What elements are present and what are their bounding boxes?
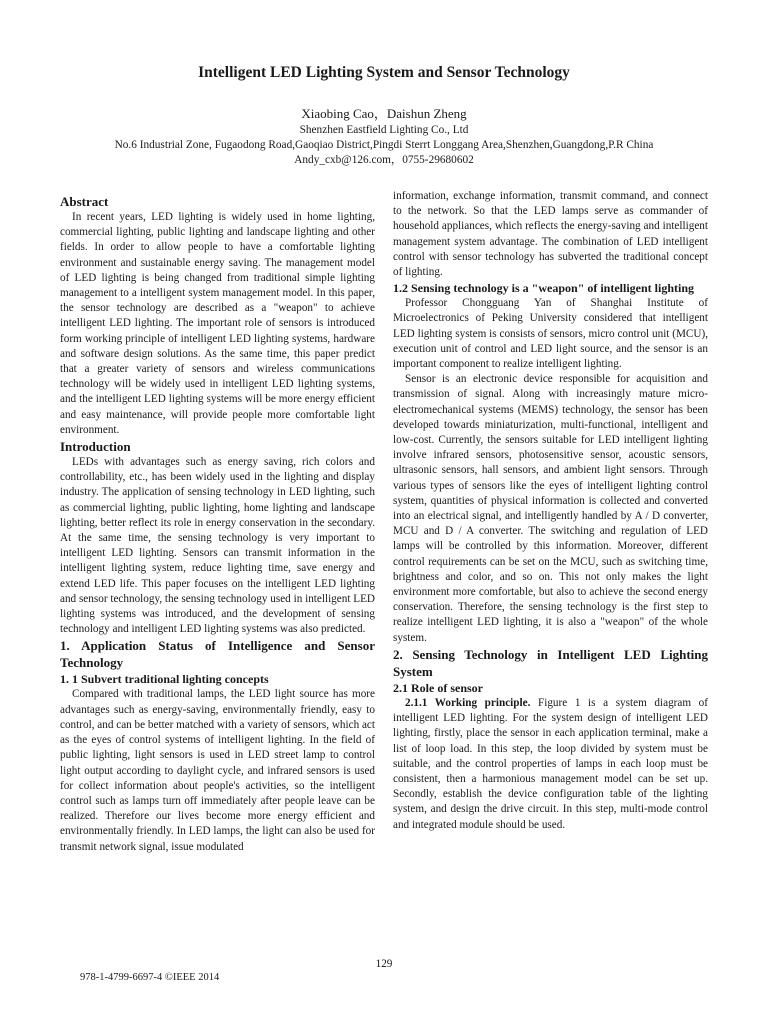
section-2-heading: 2. Sensing Technology in Intelligent LED Lighting System: [393, 646, 708, 679]
section-1-1-heading: 1. 1 Subvert traditional lighting concepts: [60, 672, 269, 687]
abstract-text: In recent years, LED lighting is widely used in home lighting, commercial lighting, public lighting and landscape lighting and other fields. In order to allow people to have a comfortable lighting environment and sustainable energy saving. The management model of LED lighting is being changed from traditional simple lighting management to a intelligent system management model. In this paper, the sensor technology are described as a "weapon" to achieve intelligent LED lighting. The important role of sensors is introduced form working principle of intelligent LED lighting systems, hardware and software design solutions. As the same time, this paper predict that a greater variety of sensors and wireless communications technology will be widely used in intelligent LED lighting systems, and the intelligent LED lighting systems will be more energy efficient and easy maintenance, will provide people more comfortable light environment.: [60, 211, 375, 436]
section-2-1-1-label: 2.1.1 Working principle.: [405, 696, 531, 709]
section-1-heading: 1. Application Status of Intelligence and Sensor Technology: [60, 638, 375, 671]
abstract-heading: Abstract: [60, 194, 109, 209]
section-2-1-heading: 2.1 Role of sensor: [393, 680, 483, 695]
section-1-1-text: Compared with traditional lamps, the LED light source has more advantages such as energy-saving, environmentally friendly, easy to control, and can be better matched with a variety of sensors, which act as the eyes of control systems of intelligent lighting. In the field of public lighting, light sensors is used in LED street lamp to control light output according to daylight cycle, and infrared sensors is used for collect information about people's activities, so the intelligent control such as lamps turn off immediately after people leave can be realized. Therefore our lives become more energy efficient and environmentally friendly. In LED lamps, the light can also be used for transmit network signal, issue modulated: [60, 688, 375, 853]
right-column: [393, 189, 708, 833]
section-2-1-1-text: Figure 1 is a system diagram of intelligent LED lighting. For the system design of intelligent LED lighting, firstly, place the sensor in each application terminal, make a list of loop load. In this step, the loop divided by system must be suitable, and the control properties of lamps in each loop must be consistent, then a harmonious management model can be set up. Secondly, establish the device configuration table of the lighting system, and design the drive circuit. In this step, multi-mode control and integrated module should be used.: [393, 696, 708, 831]
section-1-1-continued-text: information, exchange information, transmit command, and connect to the network. So that the LED lamps serve as commander of household appliances, which reflects the energy-saving and intelligent management system advantage. The combination of LED intelligent control with sensor technology has subverted the traditional concept of lighting.: [393, 190, 708, 279]
left-column: [60, 193, 375, 855]
section-1-2-heading: 1.2 Sensing technology is a "weapon" of intelligent lighting: [393, 281, 695, 296]
introduction-text: LEDs with advantages such as energy saving, rich colors and controllability, etc., has been widely used in the lighting and display industry. The application of sensing technology in LED lighting, such as commercial lighting, public lighting, home lighting and landscape lighting, better reflect its role in energy conservation in the secondary. At the same time, the sensing technology is very important to intelligent LED lighting. Sensors can transmit information in the intelligent lighting system, reduce lighting time, save energy and extend LED life. This paper focuses on the intelligent LED lighting and sensor technology, the sensing technology used in intelligent LED lighting systems was introduced, and the development of sensing technology and intelligent LED lighting systems was also predicted.: [60, 456, 375, 636]
section-1-2-paragraph-2: Sensor is an electronic device responsible for acquisition and transmission of signal. Along with increasingly mature micro-electromechanical systems (MEMS) technology, the sensor has been developed towards miniaturization, multi-functional, intelligent and low-cost. Currently, the sensors suitable for LED intelligent lighting involve infrared sensors, photosensitive sensor, acoustic sensors, ultrasonic sensors, hall sensors, and ambient light sensors. Through various types of sensors like the eyes of intelligent lighting control system, quantities of physical information is collected and converted into an electrical signal, and intelligently handled by A / D converter, MCU and D / A converter. The switching and regulation of LED lamps will be controlled by this information. Moreover, different control requirements can be set on the MCU, such as switching time, brightness and color, and so on. This not only makes the light environment more comfortable, but also to achieve the second energy conservation. Therefore, the sensing technology is the first step to realize intelligent LED lighting, it is also a "weapon" of the whole system.: [393, 373, 708, 644]
paper-title: Intelligent LED Lighting System and Sensor Technology: [198, 64, 570, 81]
section-2-1-1-paragraph: [393, 696, 708, 833]
affiliation-company: Shenzhen Eastfield Lighting Co., Ltd: [299, 124, 469, 136]
affiliation-address: No.6 Industrial Zone, Fugaodong Road,Gaoqiao District,Pingdi Sterrt Longgang Area,Shenzhen,Guangdong,P.R China: [114, 139, 654, 151]
page-number: 129: [375, 958, 393, 970]
copyright-notice: 978-1-4799-6697-4 ©IEEE 2014: [80, 972, 220, 983]
section-1-2-paragraph-1: Professor Chongguang Yan of Shanghai Institute of Microelectronics of Peking University considered that intelligent LED lighting system is consists of sensors, micro control unit (MCU), execution unit of control and LED light source, and the sensor is an important component to realize intelligent lighting.: [393, 297, 708, 371]
paper-authors: Xiaobing Cao，Daishun Zheng: [301, 106, 467, 121]
introduction-heading: Introduction: [60, 439, 131, 455]
author-contact: Andy_cxb@126.com，0755-29680602: [294, 154, 474, 166]
